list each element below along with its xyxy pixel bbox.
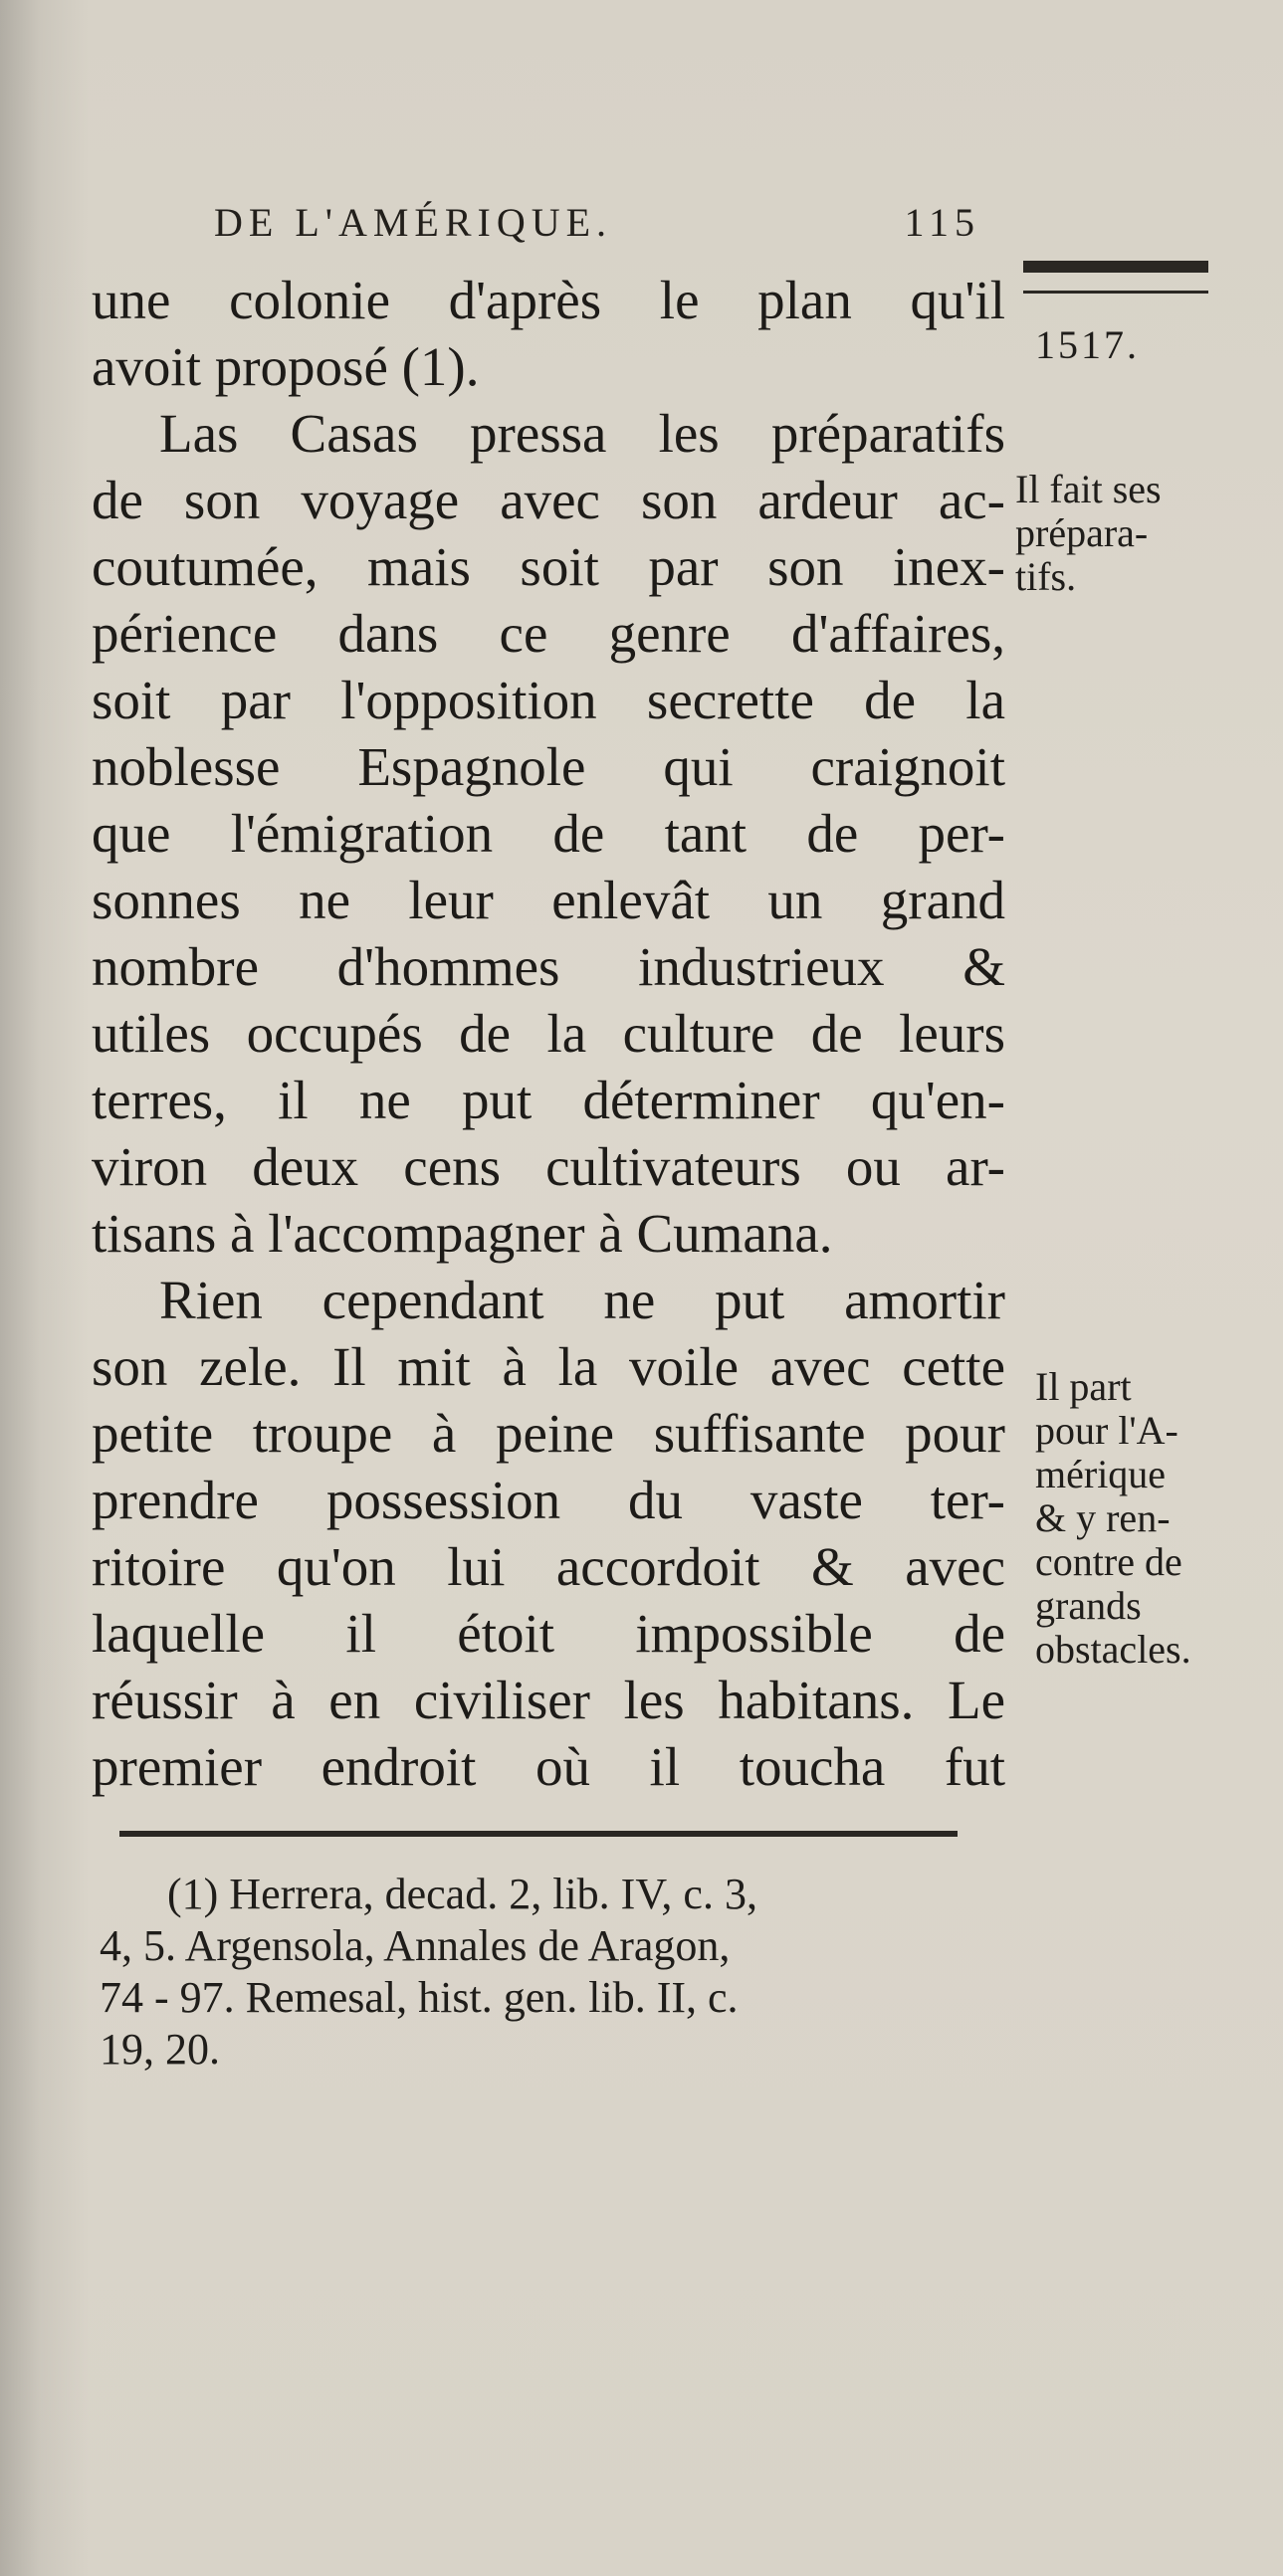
footnotes [100, 1869, 1045, 2076]
body-line: une colonie d'après le plan qu'il [92, 270, 1005, 330]
body-line: réussir à en civiliser les habitans. Le [92, 1670, 1005, 1730]
margin-note [1015, 468, 1162, 599]
margin-note-line: contre de [1035, 1539, 1182, 1584]
footnote-rule [119, 1831, 958, 1837]
body-line: sonnes ne leur enlevât un grand [92, 870, 1005, 930]
body-line: périence dans ce genre d'affaires, [92, 603, 1005, 664]
body-line: de son voyage avec son ardeur ac- [92, 470, 1005, 530]
margin-note-line: Il part [1035, 1364, 1132, 1409]
body-line: laquelle il étoit impossible de [92, 1603, 1005, 1664]
margin-note-line: & y ren- [1035, 1495, 1171, 1540]
running-head-title: DE L'AMÉRIQUE. [214, 200, 613, 245]
body-line: soit par l'opposition secrette de la [92, 670, 1005, 730]
body-line: que l'émigration de tant de per- [92, 803, 1005, 864]
footnote-line: 19, 20. [100, 2025, 220, 2074]
body-line: nombre d'hommes industrieux & [92, 936, 1005, 997]
body-line: tisans à l'accompagner à Cumana. [92, 1203, 833, 1264]
page-number: 115 [904, 200, 980, 245]
body-line: Las Casas pressa les préparatifs [159, 403, 1005, 464]
footnote-line: 74 - 97. Remesal, hist. gen. lib. II, c. [100, 1973, 739, 2022]
body-line: Rien cependant ne put amortir [159, 1270, 1005, 1330]
body-line: premier endroit où il toucha fut [92, 1736, 1005, 1797]
body-line: terres, il ne put déterminer qu'en- [92, 1070, 1005, 1130]
margin-note-line: grands [1035, 1583, 1142, 1628]
running-head [214, 199, 980, 259]
body-line: coutumée, mais soit par son inex- [92, 536, 1005, 597]
margin-year: 1517. [1035, 322, 1140, 367]
footnote-line: 4, 5. Argensola, Annales de Aragon, [100, 1921, 731, 1970]
body-line: son zele. Il mit à la voile avec cette [92, 1336, 1005, 1397]
body-line: ritoire qu'on lui accordoit & avec [92, 1536, 1005, 1597]
margin-note-line: pour l'A- [1035, 1408, 1178, 1453]
margin-note-line: tifs. [1015, 554, 1077, 599]
margin-note-line: Il fait ses [1015, 467, 1162, 511]
margin-note-line: prépara- [1015, 510, 1149, 555]
margin-note [1035, 1365, 1191, 1672]
margin-note-line: obstacles. [1035, 1627, 1191, 1672]
body-line: petite troupe à peine suffisante pour [92, 1403, 1005, 1464]
header-rule-thin [1023, 291, 1208, 294]
footnote-line: (1) Herrera, decad. 2, lib. IV, c. 3, [167, 1870, 757, 1918]
body-line: avoit proposé (1). [92, 336, 480, 397]
body-line: viron deux cens cultivateurs ou ar- [92, 1136, 1005, 1197]
body-line: noblesse Espagnole qui craignoit [92, 736, 1005, 797]
header-rule-thick [1023, 261, 1208, 273]
body-text [92, 267, 1005, 1800]
body-line: utiles occupés de la culture de leurs [92, 1003, 1005, 1064]
body-line: prendre possession du vaste ter- [92, 1470, 1005, 1530]
margin-note-line: mérique [1035, 1452, 1167, 1496]
